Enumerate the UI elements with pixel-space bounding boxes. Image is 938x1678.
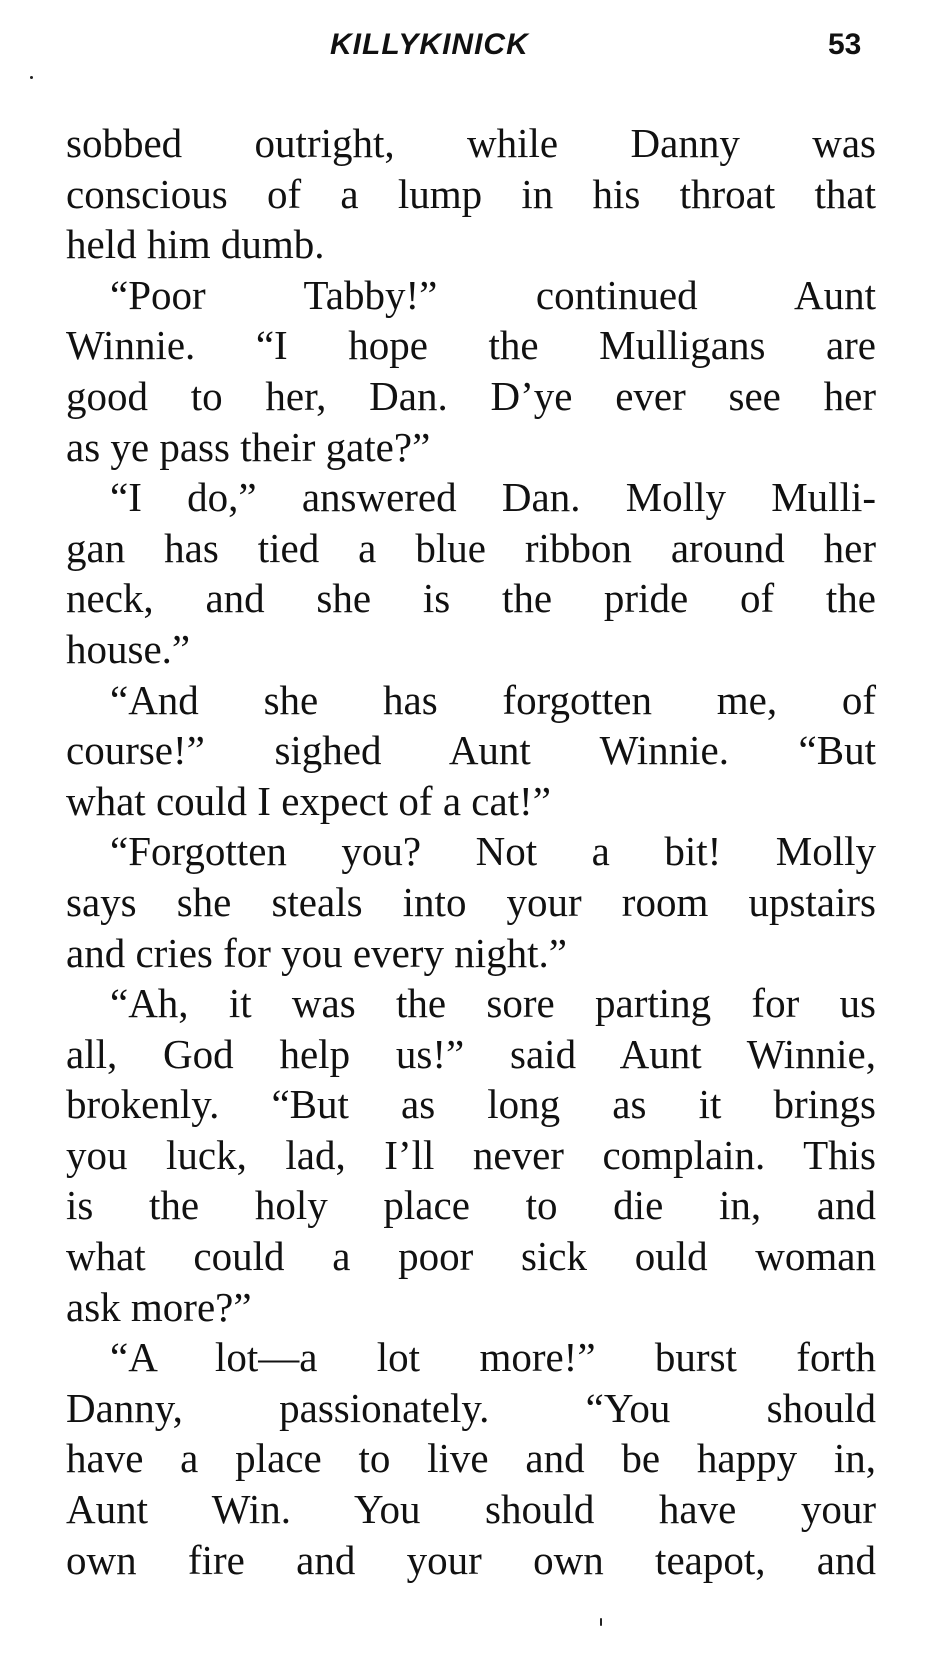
text-line: says she steals into your room upstairs — [66, 878, 876, 925]
text-line: all, God help us!” said Aunt Winnie, — [66, 1030, 876, 1077]
text-line: “I do,” answered Dan. Molly Mulli- — [110, 474, 876, 521]
text-line: neck, and she is the pride of the — [66, 575, 876, 622]
text-line: and cries for you every night.” — [66, 929, 567, 976]
running-head — [0, 28, 938, 76]
text-line: as ye pass their gate?” — [66, 423, 431, 470]
text-line: “Ah, it was the sore parting for us — [110, 980, 876, 1027]
paragraph — [66, 270, 876, 472]
text-line: own fire and your own teapot, and — [66, 1536, 876, 1583]
text-line: sobbed outright, while Danny was — [66, 120, 876, 166]
paragraph — [66, 826, 876, 978]
text-line: “Forgotten you? Not a bit! Molly — [110, 828, 876, 875]
print-speck — [30, 76, 33, 79]
text-line: what could I expect of a cat!” — [66, 777, 551, 824]
text-line: Danny, passionately. “You should — [66, 1384, 876, 1431]
text-line: held him dumb. — [66, 221, 325, 268]
text-line: “And she has forgotten me, of — [110, 676, 876, 723]
text-line: is the holy place to die in, and — [66, 1182, 876, 1229]
print-speck — [600, 1618, 602, 1626]
text-line: good to her, Dan. D’ye ever see her — [66, 372, 876, 419]
paragraph — [66, 675, 876, 827]
paragraph — [66, 472, 876, 674]
text-line: Aunt Win. You should have your — [66, 1486, 876, 1533]
text-line: what could a poor sick ould woman — [66, 1233, 876, 1280]
paragraph — [66, 978, 876, 1332]
paragraph — [66, 118, 876, 270]
text-line: “Poor Tabby!” continued Aunt — [110, 271, 876, 318]
text-line: Winnie. “I hope the Mulligans are — [66, 322, 876, 369]
text-line: conscious of a lump in his throat that — [66, 170, 876, 217]
text-line: ask more?” — [66, 1283, 252, 1330]
text-line: house.” — [66, 625, 191, 672]
text-line: “A lot—a lot more!” burst forth — [110, 1334, 876, 1381]
body-text — [66, 118, 876, 1585]
running-title: KILLYKINICK — [330, 28, 529, 61]
paragraph — [66, 1332, 876, 1585]
text-line: gan has tied a blue ribbon around her — [66, 524, 876, 571]
text-line: course!” sighed Aunt Winnie. “But — [66, 727, 876, 774]
text-line: you luck, lad, I’ll never complain. This — [66, 1131, 876, 1178]
text-line: have a place to live and be happy in, — [66, 1435, 876, 1482]
page-number: 53 — [828, 28, 862, 61]
text-line: brokenly. “But as long as it brings — [66, 1081, 876, 1128]
